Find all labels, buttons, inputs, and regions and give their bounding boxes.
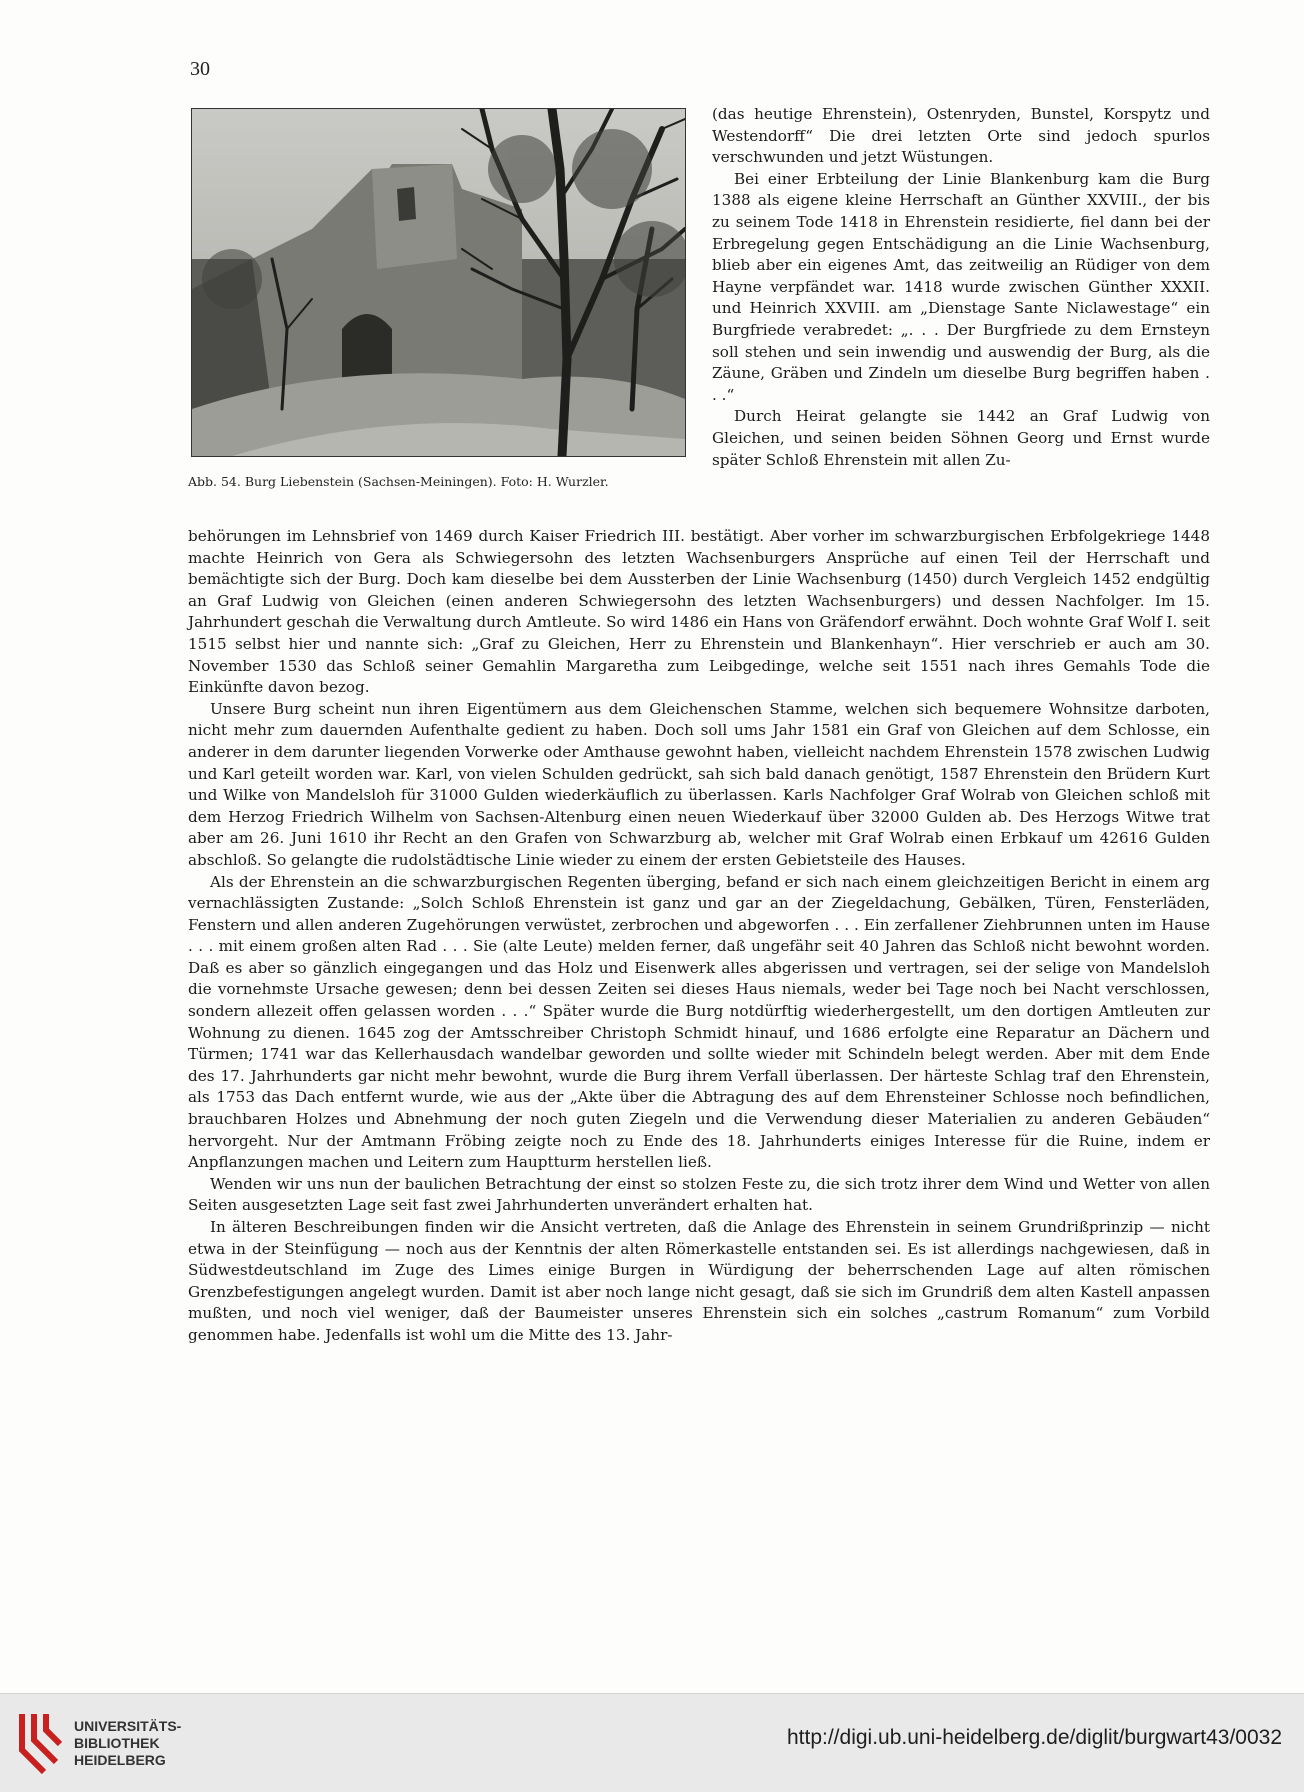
- paragraph: Wenden wir uns nun der baulichen Betrachtung der einst so stolzen Feste zu, die sich trotz ihrer dem Wind und Wetter von allen Seiten ausgesetzten Lage seit fast zwei Jahrhunderten unverändert erhalten hat.: [188, 1174, 1210, 1215]
- library-name-line: UNIVERSITÄTS-: [74, 1718, 182, 1734]
- paragraph: In älteren Beschreibungen finden wir die Ansicht vertreten, daß die Anlage des Ehrenstein in seinem Grundrißprinzip — nicht etwa in der Steinfügung — noch aus der Kenntnis der alten Römerkastelle entstanden sei. Es ist allerdings nachgewiesen, daß in Südwestdeutschland im Zuge des Limes einige Burgen in Würdigung der beherrschenden Lage auf alten römischen Grenzbefestigungen angelegt wurden. Damit ist aber noch lange nicht gesagt, daß sie sich im Grundriß dem alten Kastell anpassen mußten, und noch viel weniger, daß der Baumeister unseres Ehrenstein sich ein solches „castrum Romanum“ zum Vorbild genommen habe. Jedenfalls ist wohl um die Mitte des 13. Jahr-: [188, 1218, 1210, 1344]
- paragraph: Unsere Burg scheint nun ihren Eigentümern aus dem Gleichenschen Stamme, welchen sich bequemere Wohnsitze darboten, nicht mehr zum dauernden Aufenthalte gedient zu haben. Doch soll ums Jahr 1581 ein Graf von Gleichen auf dem Schlosse, ein anderer in dem darunter liegenden Vorwerke oder Amthause gewohnt haben, vielleicht nachdem Ehrenstein 1578 zwischen Ludwig und Karl geteilt worden war. Karl, von vielen Schulden gedrückt, sah sich bald danach genötigt, 1587 Ehrenstein den Brüdern Kurt und Wilke von Mandelsloh für 31000 Gulden wiederkäuflich zu überlassen. Karls Nachfolger Graf Wolrab von Gleichen schloß mit dem Herzog Friedrich Wilhelm von Sachsen-Altenburg einen neuen Wiederkauf über 32000 Gulden ab. Des Herzogs Witwe trat aber am 26. Juni 1610 ihr Recht an den Grafen von Schwarzburg ab, welcher mit Graf Wolrab einen Erbkauf um 42616 Gulden abschloß. So gelangte die rudolstädtische Linie wieder zu einem der ersten Gebietsteile des Hauses.: [188, 699, 1210, 869]
- library-name-line: HEIDELBERG: [74, 1752, 166, 1768]
- library-name-line: BIBLIOTHEK: [74, 1735, 160, 1751]
- paragraph: Durch Heirat gelangte sie 1442 an Graf Ludwig von Gleichen, und seinen beiden Söhnen Georg und Ernst wurde später Schloß Ehrenstein mit allen Zu-: [712, 407, 1210, 469]
- page-number: 30: [190, 58, 210, 80]
- paragraph: Bei einer Erbteilung der Linie Blankenburg kam die Burg 1388 als eigene kleine Herrschaft an Günther XXVIII., der bis zu seinem Tode 1418 in Ehrenstein residierte, fiel dann bei der Erbregelung gegen Entschädigung an die Linie Wachsenburg, blieb aber ein eigenes Amt, das zeitweilig an Rüdiger von dem Hayne verpfändet war. 1418 wurde zwischen Günther XXXII. und Heinrich XXVIII. am „Dienstage Sante Niclawestage“ ein Burgfriede verabredet: „. . . Der Burgfriede zu dem Ernsteyn soll stehen und sein inwendig und auswendig der Burg, als die Zäune, Gräben und Zindeln um dieselbe Burg begriffen haben . . .“: [712, 169, 1210, 404]
- library-name: [74, 1718, 181, 1769]
- figure-caption: Abb. 54. Burg Liebenstein (Sachsen-Meiningen). Foto: H. Wurzler.: [188, 474, 609, 489]
- paragraph: behörungen im Lehnsbrief von 1469 durch Kaiser Friedrich III. bestätigt. Aber vorher im schwarzburgischen Erbfolgekriege 1448 machte Heinrich von Gera als Schwiegersohn des letzten Wachsenburgers Ansprüche auf einen Teil der Herrschaft und bemächtigte sich der Burg. Doch kam dieselbe bei dem Aussterben der Linie Wachsenburg (1450) durch Vergleich 1452 endgültig an Graf Ludwig von Gleichen (einen anderen Schwiegersohn des letzten Wachsenburgers) und dessen Nachfolger. Im 15. Jahrhundert geschah die Verwaltung durch Amtleute. So wird 1486 ein Hans von Gräfendorf erwähnt. Doch wohnte Graf Wolf I. seit 1515 selbst hier und nannte sich: „Graf zu Gleichen, Herr zu Ehrenstein und Blankenhayn“. Hier verschrieb er auch am 30. November 1530 das Schloß seiner Gemahlin Margaretha zum Leibgedinge, welche seit 1551 nach ihres Gemahls Tode die Einkünfte davon bezog.: [188, 527, 1210, 697]
- full-width-text: [188, 526, 1210, 1347]
- source-url-link[interactable]: http://digi.ub.uni-heidelberg.de/diglit/burgwart43/0032: [786, 1726, 1282, 1749]
- right-column-text: [712, 104, 1210, 471]
- castle-ruin-photo: [191, 108, 686, 457]
- paragraph: Als der Ehrenstein an die schwarzburgischen Regenten überging, befand er sich nach einem gleichzeitigen Bericht in einem arg vernachlässigten Zustande: „Solch Schloß Ehrenstein ist ganz und gar an der Ziegeldachung, Gebälken, Türen, Fensterläden, Fenstern und allen anderen Zugehörungen verwüstet, zerbrochen und abgeworfen . . . Ein zerfallener Ziehbrunnen unten im Hause . . . mit einem großen alten Rad . . . Sie (alte Leute) melden ferner, daß ungefähr seit 40 Jahren das Schloß nicht bewohnt worden. Daß es aber so gänzlich eingegangen und das Holz und Eisenwerk alles abgerissen und vertragen, sei der selige von Mandelsloh die vornehmste Ursache gewesen; denn bei dessen Zeiten sei dieses Haus niemals, weder bei Tage noch bei Nacht verschlossen, sondern allezeit offen gelassen worden . . .“ Später wurde die Burg notdürftig wiederhergestellt, um den dortigen Amtleuten zur Wohnung zu dienen. 1645 zog der Amtsschreiber Christoph Schmidt hinauf, und 1686 erfolgte eine Reparatur an Dächern und Türmen; 1741 war das Kellerhausdach wandelbar geworden und sollte wieder mit Schindeln belegt werden. Aber mit dem Ende des 17. Jahrhunderts gar nicht mehr bewohnt, wurde die Burg ihrem Verfall überlassen. Der härteste Schlag traf den Ehrenstein, als 1753 das Dach entfernt wurde, wie aus der „Akte über die Abtragung des auf dem Ehrensteiner Schlosse noch befindlichen, brauchbaren Holzes und Abnehmung der noch guten Ziegeln und die Verwendung dieser Materialien zu anderen Gebäuden“ hervorgeht. Nur der Amtmann Fröbing zeigte noch zu Ende des 18. Jahrhunderts einiges Interesse für die Ruine, indem er Anpflanzungen machen und Leitern zum Hauptturm herstellen ließ.: [188, 872, 1210, 1172]
- university-library-logo-icon: [14, 1710, 64, 1776]
- paragraph: (das heutige Ehrenstein), Ostenryden, Bunstel, Korspytz und Westendorff“ Die drei letzten Orte sind jedoch spurlos verschwunden und jetzt Wüstungen.: [712, 105, 1210, 167]
- castle-ruin-illustration: [192, 109, 685, 456]
- library-footer: [0, 1693, 1304, 1792]
